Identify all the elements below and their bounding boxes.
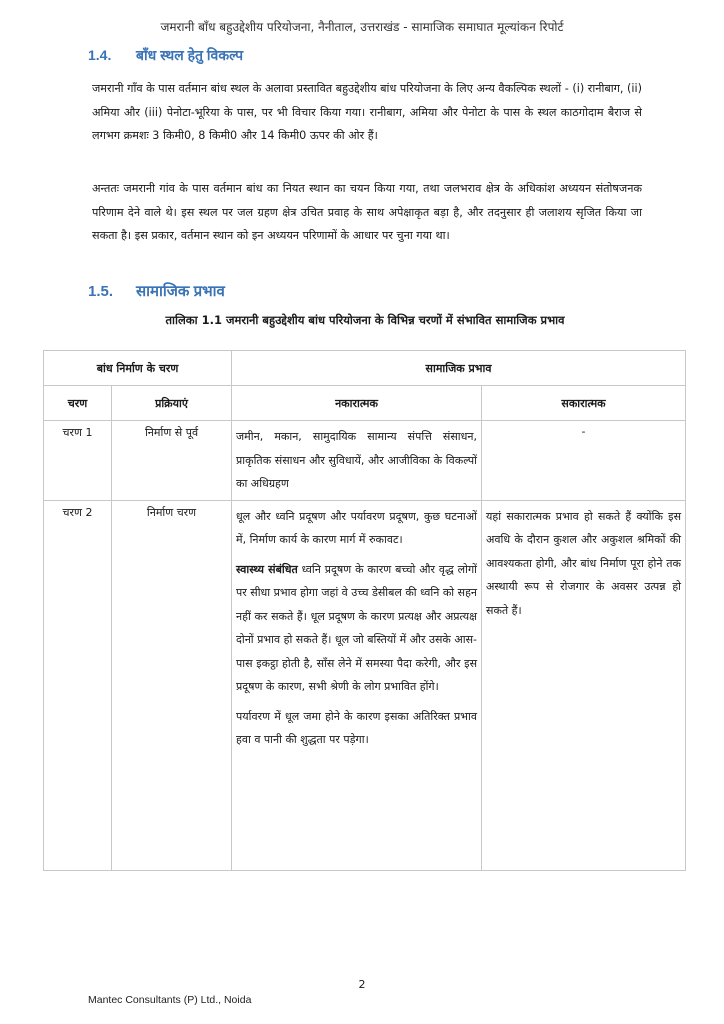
cell-stage: चरण 1 bbox=[44, 421, 112, 501]
cell-stage: चरण 2 bbox=[44, 500, 112, 870]
header-process: प्रक्रियाएं bbox=[112, 386, 232, 421]
table-subheader-row bbox=[44, 386, 686, 421]
paragraph-site-selection: अन्ततः जमरानी गांव के पास वर्तमान बांध का नियत स्थान का चयन किया गया, तथा जलभराव क्षेत्र के अधिकांश अध्ययन संतोषजनक परिणाम देने वाले थे। इस स्थल पर जल ग्रहण क्षेत्र उचित प्रवाह के साथ अपेक्षाकृत बड़ा है, और तदनुसार ही जलाशय सृजित किया जा सकता है। इस प्रकार, वर्तमान स्थान को इन अध्ययन परिणामों के आधार पर चुना गया था। bbox=[92, 182, 642, 242]
header-dam-stages: बांध निर्माण के चरण bbox=[44, 351, 232, 386]
paragraph-alternatives: जमरानी गाँव के पास वर्तमान बांध स्थल के अलावा प्रस्तावित बहुउद्देशीय बांध परियोजना के लिए अन्य वैकल्पिक स्थलों - (i) रानीबाग, (ii) अमिया और (iii) पेनोटा-भूरिया के पास, पर भी विचार किया गया। रानीबाग, अमिया और पेनोटा के पास के स्थल काठगोदाम बैराज से लगभग क्रमशः 3 किमी0, 8 किमी0 और 14 किमी0 ऊपर की ओर हैं। bbox=[92, 82, 642, 142]
page-number: 2 bbox=[358, 978, 366, 991]
table-header-row bbox=[44, 351, 686, 386]
negative-para-1: धूल और ध्वनि प्रदूषण और पर्यावरण प्रदूषण, कुछ घटनाओं में, निर्माण कार्य के कारण मार्ग में रुकावट। bbox=[236, 509, 478, 546]
cell-process: निर्माण से पूर्व bbox=[112, 421, 232, 501]
cell-negative: जमीन, मकान, सामुदायिक सामान्य संपत्ति संसाधन, प्राकृतिक संसाधन और सुविधायें, और आजीविका के विकल्पों का अधिग्रहण bbox=[232, 421, 482, 501]
section-number: 1.5. bbox=[88, 283, 114, 300]
health-text: ध्वनि प्रदूषण के कारण बच्चो और वृद्ध लोगों पर सीधा प्रभाव होगा जहां वे उच्च डेसीबल की ध्वनि को सहन नहीं कर सकते हैं। धूल प्रदूषण के कारण प्रत्यक्ष और अप्रत्यक्ष दोनों प्रभाव हो सकते हैं। धूल जो बस्तियों में और उसके आस-पास इकट्ठा होती है, साँस लेने में समस्या पैदा करेगी, और इस प्रदूषण के कारण, सभी श्रेणी के लोग प्रभावित होंगे। bbox=[236, 562, 478, 693]
section-title: सामाजिक प्रभाव bbox=[136, 283, 225, 300]
cell-positive: - bbox=[482, 421, 686, 501]
section-number: 1.4. bbox=[88, 47, 112, 63]
negative-para-3: पर्यावरण में धूल जमा होने के कारण इसका अतिरिक्त प्रभाव हवा व पानी की शुद्धता पर पड़ेगा। bbox=[236, 709, 478, 746]
cell-process: निर्माण चरण bbox=[112, 500, 232, 870]
header-stage: चरण bbox=[44, 386, 112, 421]
table-row bbox=[44, 421, 686, 501]
table-caption: तालिका 1.1 जमरानी बहुउद्देशीय बांध परियोजना के विभिन्न चरणों में संभावित सामाजिक प्रभाव bbox=[165, 313, 565, 327]
running-header: जमरानी बाँध बहुउद्देशीय परियोजना, नैनीताल, उत्तराखंड - सामाजिक समाघात मूल्यांकन रिपोर्ट bbox=[160, 20, 564, 34]
negative-para-2 bbox=[236, 558, 477, 699]
section-title: बाँध स्थल हेतु विकल्प bbox=[136, 47, 244, 63]
footer-company: Mantec Consultants (P) Ltd., Noida bbox=[88, 994, 252, 1006]
header-positive: सकारात्मक bbox=[482, 386, 686, 421]
header-negative: नकारात्मक bbox=[232, 386, 482, 421]
table-row bbox=[44, 500, 686, 870]
header-social-impact: सामाजिक प्रभाव bbox=[232, 351, 686, 386]
section-heading-1-4 bbox=[88, 46, 243, 65]
cell-positive: यहां सकारात्मक प्रभाव हो सकते हैं क्योंकि इस अवधि के दौरान कुशल और अकुशल श्रमिकों की आवश्यकता होगी, और बांध निर्माण पूरा होने तक अस्थायी रूप से रोजगार के अवसर उत्पन्न हो सकते हैं। bbox=[482, 500, 686, 870]
social-impact-table bbox=[43, 350, 686, 871]
cell-negative bbox=[232, 500, 482, 870]
section-heading-1-5 bbox=[88, 281, 225, 301]
health-label: स्वास्थ्य संबंधित bbox=[236, 562, 298, 576]
